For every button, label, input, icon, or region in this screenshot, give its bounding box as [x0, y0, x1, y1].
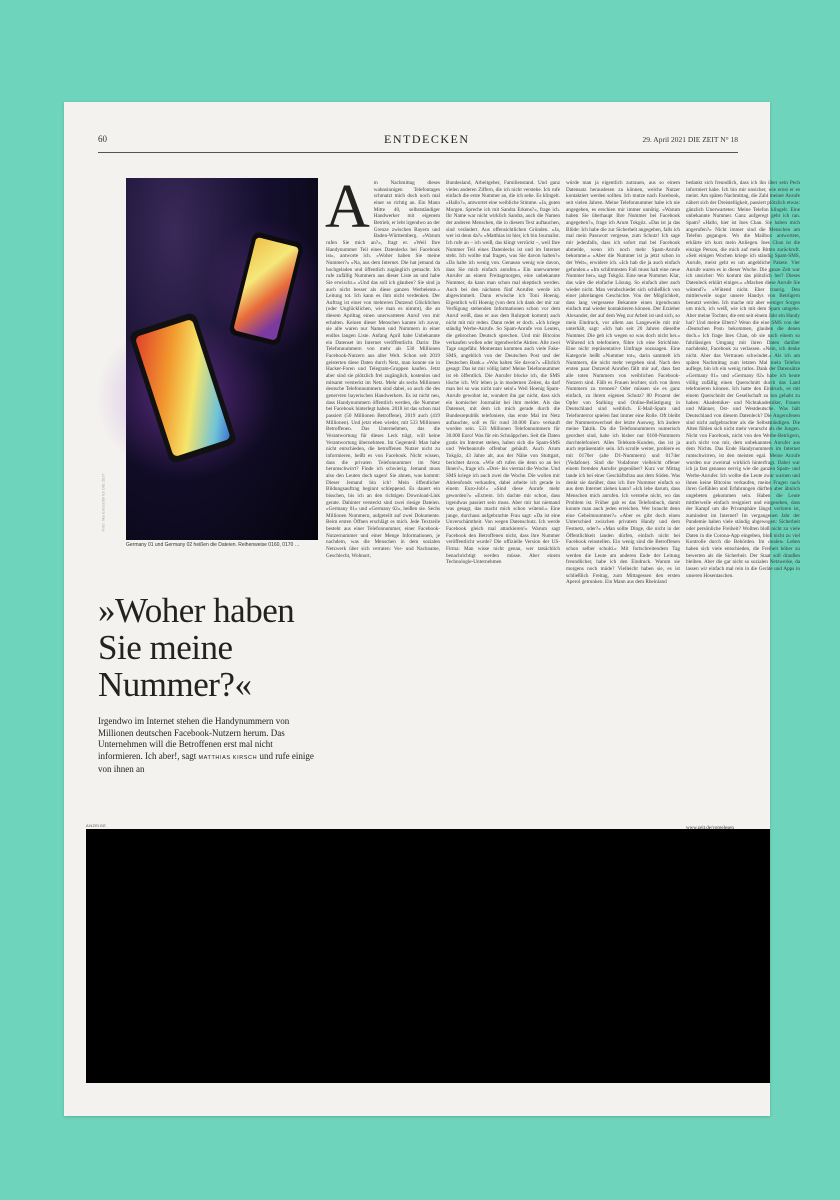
section-title: ENTDECKEN	[384, 132, 470, 146]
article-column-1	[325, 173, 440, 820]
teaser-text: Irgendwo im Internet stehen die Handynummern von Millionen deutschen Facebook-Nutzern herum. Das Unternehmen will die Betroffenen erst mal nicht informieren. Ich aber!, sagt	[98, 716, 290, 761]
page-header	[98, 132, 738, 153]
teaser-end: und rufe einige von ihnen an	[98, 750, 314, 774]
page-number: 60	[98, 134, 107, 144]
article-column-2: Bundesland, Arbeitgeber, Familienstand. Und ganz vielen anderen Ziffern, die ich nicht verstehe. Ich rufe einfach die erste Nummer an, die ich sehe. Es klingelt. »Hallo?«, antwortet eine weibliche Stimme. »Ja, guten Morgen. Spreche ich mit Sandra Erkens?«, frage ich. Ihr Name war nicht wirklich Sandra, auch die Namen der anderen Menschen, die in diesem Text auftauchen, sind verändert. Aus offensichtlichen Gründen. »Ja, wer ist denn da?« »Matthias ist hier, ich bin Journalist. Ich rufe an – ich weiß, das klingt verrückt –, weil Ihre Nummer Teil eines Datenlecks ist und im Internet steht. Ich wollte mal fragen, was Sie davon halten?« »Da halte ich wenig von. Genauso wenig wie davon, dass Sie mich einfach anrufen.« Ein unerwarteter Anrufer an einem Freitagmorgen, eine unbekannte Nummer, da kann man schon mal skeptisch werden. Auch bei den nächsten fünf Anrufen werde ich abgewimmelt. Dann erwische ich Toni Hoenig. Eigentlich will Hoenig (von dem ich dank der mir zur Verfügung stehenden Informationen schon vor dem Anruf weiß, dass er aus dem Ruhrpott kommt) auch nicht mit mir reden. Dann redet er doch. »Ich kriege ständig Werbe-Anrufe. So Spam-Anrufe von Leuten, die gebrochen Deutsch sprechen. Und mir Bitcoins verkaufen wollen oder irgendwelche Aktien. Alle zwei Tage ungefähr. Momentan kommen auch viele Fake-SMS, angeblich von der Deutschen Post und der Deutschen Bank.« »Was halten Sie davon?« »Ehrlich gesagt: Das ist mir völlig latte! Meine Telefonnummer ist eh öffentlich. Die Anrufer blocke ich, die SMS lösche ich. Wir leben ja in modernen Zeiten, da darf man bei so was nicht naiv sein!« Weil Hoenig Spam-Anrufe gewohnt ist, wundert ihn gar nicht, dass sich ein komischer Journalist bei ihm meldet. Als das Datenset, mit dem ich mich gerade durch die Bundesrepublik telefoniere, das erste Mal im Netz auftauchte, soll es für rund 30.000 Euro verkauft worden sein. 533 Millionen Telefonnummern für 30.000 Euro! Was für ein Schnäppchen. Seit die Daten gratis im Internet stehen, haben sich die Spam-SMS und Werbeanrufe offenbar gehäuft. Auch Arum Tokgöz, 43 Jahre alt, aus der Nähe von Stuttgart, berichtet davon. »Wie oft rufen die denn so an bei Ihnen?«, frage ich. »Drei- bis viermal die Woche. Und SMS kriege ich auch zwei die Woche. Die wollen mir Aktienfonds verkaufen, dabei arbeite ich gerade in einem Euro-Job!« »Sind diese Anrufe mehr geworden?« »Extrem. Ich dachte mir schon, dass irgendwas passiert sein muss. Aber mir hat niemand was gesagt, das macht mich schon wütend.« Eine junge, durchaus aufgebrachte Frau sagt: »Da ist eine Unverschämtheit. Von wegen Datenschutz. Ich werde Facebook gleich mal attackieren!« Warum sagt Facebook den Betroffenen nicht, dass ihre Nummer veröffentlicht wurde? Die offizielle Version der US-Firma: Man wisse nicht genau, wer tatsächlich benachrichtigt werden müsse. Aber einem Technologie-Unternehmen	[446, 180, 560, 566]
smartphones-illustration	[126, 178, 318, 540]
column-1-text: m Nachmittag dieses wahnsinnigen Telefontages schmatzt mich doch noch mal einer so richtig an. Ein Mann Mitte 40, selbstständiger Handwerker mit eigenem Betrieb, er lebt irgendwo an der Grenze zwischen Bayern und Baden-Württemberg. »Warum rufen Sie mich an?«, fragt er. »Weil Ihre Handynummer Teil eines Datenlecks bei Facebook ist«, antworte ich. »Woher haben Sie meine Nummer?« »Na, aus dem Internet. Die hat jemand da hochgeladen und öffentlich zugänglich gemacht. Ich rufe zufällig Nummern aus dieser Liste an und habe Sie erwischt.« »Und das soll ich glauben? Sie sind ja auch nicht besser als diese ganzen Werbeleute.« Leitung tot. Ich kann es ihm nicht verdenken. Der Auftrag ist einer von mehreren Dutzend Glücklichen (oder Unglücklichen, wie man es nimmt), die an diesem Apriltag einen unerwarteten Anruf von mir erhalten. Keinen dieser Menschen kannte ich zuvor, sie alle waren nur Namen und Nummern in einer endlos langen Liste. Anfang April habe Unbekannte ein Datenset im Internet veröffentlicht. Darin: Die Telefonnummern von mehr als 530 Millionen Facebook-Nutzern aus aller Welt. Schon seit 2019 geisterten diese Daten durch Netz, man konnte sie in Hacker-Foren und Telegram-Gruppen kaufen. Jetzt aber sind sie plötzlich frei zugänglich, kostenlos und mitsamt versteckt im Netz. Mehr als sechs Millionen deutsche Telefonnummern sind dabei, so auch die des genervten bayerischen Handwerkers. Es ist nicht neu, dass Handynummern öffentlich werden, die Nummer bei Facebook hinterlegt haben. 2018 ist das schon mal passiert (50 Millionen Betroffene), 2019 auch (419 Millionen). Und jetzt eben wieder, mit 533 Millionen Betroffenen. Das Unternehmen, das die Verantwortung für dieses Leck trägt, will keine Verantwortung übernehmen. Im Gegenteil: Man habe nicht entschieden, die betroffenen Nutzer nicht zu informieren, heißt es von Facebook. Nicht wissen, dass die privaten Telefonnummer im Netz herumschwirrt? Finde ich schwierig. Jemand muss also den Leuten doch sagen! Sie ahnen, was kommt: Dieser Jemand bin ich! Mein öffentlicher Bildungsauftrag beginnt schleppend. Es dauert ein bisschen, bis ich an den richtigen Download-Link gerate. Dahinter versteckt sind zwei riesige Dateien. »Germany 01« und »Germany 02«, heißen sie. Sechs Millionen Nummern, aufgeteilt auf zwei Dokumente. Beim ersten Öffnen erschlägt es mich. Jede Textzeile besteht aus einer Telefonnummer, einer Facebook-Nutzernummer und einer Menge Informationen, je nachdem, was die Menschen in dem sozialen Netzwerk über sich verraten: Vor- und Nachname, Geschlecht, Wohnort,	[326, 180, 440, 559]
photo-credit: Foto: Ilka Ernsdottir für DIE ZEIT	[100, 473, 106, 532]
dropcap: A	[325, 173, 370, 241]
article-column-3: würde man ja eigentlich zutrauen, aus so einem Datensatz herauslesen zu können, welche Nutzer kontaktiert werden sollten. Ich mutze nach Facebook, seit vielen Jahren. Meine Telefonnummer habe ich nie angegeben, es erschien mir immer unnötig. »Warum haben Sie überhaupt Ihre Nummer bei Facebook angegeben?«, frage ich Arum Tokgöz. »Das ist ja das Blöde: Ich habe die zur Sicherheit angegeben, falls ich mal mein Passwort vergesse, zum Schutz! Ich sage mir jedenfalls, dass ich sofort mal bei Facebook abmelde, wenn ich noch mehr Spam-Anrufe bekomme.« »Aber die Nummer ist ja jetzt schon in der Welt«, erwidere ich. »Ich hab die ja auch einfach gefunden.« »Im schlimmsten Fall muss halt eine neue Nummer her«, sagt Tokgöz. Eine neue Nummer. Klar, das wäre die einfache Lösung. So einfach aber auch wieder nicht. Man verabschiedet sich schließlich von einer jahrelangen Geschichte. Von der Möglichkeit, dass lang vergessene Bekannte einen irgendwann einfach mal wieder kontaktieren können. Der Erzieher Alexander, der auf dem Weg zur Arbeit ist und sich, so mein Eindruck, vor allem aus Langeweile mit mir unterhält, sagt: »Ich hab seit 20 Jahren dieselbe Nummer. Die geb ich wegen so was doch nicht her.« Während ich telefoniere, führe ich eine Strichliste. Eine nicht repräsentative Umfrage sozusagen. Eine Kategorie heißt »Nummer tot«, darin sammelt ich Nummern, die nicht mehr vergeben sind. Nach den ersten paar Dutzend Anrufen fällt mir auf, dass fast alle toten Nummern von weiblichen Facebook-Nutzern sind. Fällt es Frauen leichter, sich von ihren Nummern zu trennen? Oder müssen sie es ganz einfach, zu ihrem eigenen Schutz? 80 Prozent der Opfer von Stalking und Online-Belästigung in Deutschland sind weiblich. E-Mail-Spam und Telefonterror spielen fast immer eine Rolle. Oft bleibt der Nummernwechsel der letzte Ausweg. Ich ändere meine Taktik. Da die Telefonnummern numerisch geordnet sind, habe ich bisher nur 0160-Nummern durchtelefoniert. Alles Telekom-Kunden, das ist ja auch repräsentativ sein. Ich scrolle weiter, probiere es mit 0170er (alte D1-Nummern) und 0174er (Vodafone). Sind die Vodafoner vielleicht offener einem fremden Anrufer gegenüber? Kurz vor Mittag lande ich bei einer Geschäftsfrau aus dem Süden. Was denkt sie darüber, dass ich ihre Nummer einfach so aus dem Internet ziehen kann? »Ich lebe darum, dass Menschen mich anrufen. Ich verstehe nicht, wo das Problem ist. Früher gab es das Telefonbuch, damit konnte man auch jeden erreichen. Wer braucht denn eine Geheimnummer?« »Aber es gibt doch einen Unterschied zwischen privatem Handy und dem Festnetz, oder?« »Man sollte Dinge, die nicht in der Öffentlichkeit landen dürfen, einfach nicht bei Facebook reinstellen. Ein wenig sind die Betroffenen schon selber schuld.« Mit fortschreitendem Tag werden die Leute am anderen Ende der Leitung freundlicher, habe ich den Eindruck. Warum sie morgens noch müde? Vielleicht haben sie, es ist schließlich Freitag, zum Mittagessen den ersten Aperol getrunken. Ein Mann aus dem Rheinland	[566, 180, 680, 586]
photo-caption: Germany 01 und Germany 02 heißen die Dateien. Reihenweise 0160, 0170 …	[126, 542, 300, 548]
ad-label: ANZEIGE	[86, 823, 107, 828]
article-teaser	[98, 716, 316, 776]
article-photo	[100, 178, 318, 540]
author-name: MATTHIAS KIRSCH	[198, 754, 258, 761]
article-headline: »Woher haben Sie meine Nummer?«	[98, 591, 295, 704]
advertisement-block	[86, 829, 770, 1083]
newspaper-page	[64, 102, 800, 1116]
issue-date: 29. April 2021 DIE ZEIT N° 18	[642, 135, 738, 144]
article-column-4: bedankt sich freundlich, dass ich ihn über sein Pech informiert habe. Ich bin mir unsicher, wie ernst er es meint. Am späten Nachmittag, die Zahl meiner Anrufe nähert sich der Dreistelligkeit, passiert plötzlich etwas: gänzlich Unerwartetes: Meine Telefon klingelt. Eine unbekannte Nummer. Ganz aufgeregt geht ich ran. Spam? »Hallo, hier ist Ines Chan. Sie haben mich angerufen?« Nicht immer sind die Menschen am Telefon gegangen. Wo die Mailbox antwortete, erklärte ich kurz mein Anliegen. Ines Chan ist die einzige Person, die mich auf mein Bitten zurückruft. »Seit einigen Wochen kriege ich ständig Spam-SMS, Anrufe, meist geht es um angebliche Pakete. Vier Anrufe waren es in dieser Woche. Die ganze Zeit war ich unsicher: Wo kommt das plötzlich her? Dieses Datenleck erklärt einiges.« »Machen diese Anrufe Sie wütend?« »Wütend nicht. Eher traurig. Den mittlerweile sogar unsere Handys von Betrügern benutzt werden. Ich mache mir aber weniger Sorgen um mich, ich weiß, wie ich mit dem Spam umgehe. Aber meine Tochter, die erst seit einem Jahr ein Handy hat? Und meine Eltern? Wenn die eine SMS von der ›Deutschen Post‹ bekommen, glauben die denen doch.« Ich frage Ines Chan, ob sie nach einem so fahrlässigen Umgang mit ihren Daten darüber nachdenkt, Facebook zu verlassen. »Nein, ich denke nicht. Aber das Vertrauen schwindet.« Als ich am späten Nachmittag zum letzten Mal mein Telefon auflege, bin ich ein wenig ratlos. Dank der Datensätze »Germany 01« und »Germany 02« habe ich heute völlig zufällig einen Querschnitt durch das Land telefonieren können. Ich hatte den Eindruck, es mit einem Querschnitt der Gesellschaft zu tun gehabt zu haben: Akademiker- und Nichtakademiker, Frauen und Männer, Ost- und Westdeutsche. Was hält Deutschland von diesem Datenleck? Die Angerufenen sind nicht aufgebrachter als die Selbstständigen. Die Alten fühlen sich nicht mehr verarscht als die Jungen. Nicht von Facebook, nicht von den Werbe-Betrügern, auch nicht von mir, dem unbekannten Anrufer aus dem Nichts. Das Ende Handynummern im Internet rumschwirren, ist den meisten egal. Meine Anrufe wurden nur zweimal wirklich hinterfragt. Dabei war ich ja fast genauso nervig wie die ganzen Spam- und Werbe-Anrufer. Ich wollte die Leute zwar warnen und ihnen keine Bitcoins verkaufen, meine Fragen nach ihren Gefühlen und Erfahrungen dürften aber ähnlich ungebeten gekommen sein. Haben die Leute mittlerweile einfach resigniert und eingesehen, dass der Kampf um die Privatsphäre längst verloren ist, zumindest im Internet? Im vergangenen Jahr der Pandemie haben viele ständig abgewogen: Sicherheit oder persönliche Freiheit? Wollten bloß nicht zu viele Daten in die Corona-App eingeben, bloß nicht zu viel Kontrolle durch die Behörden. Im ›realen‹ Leben haben sich viele entschieden, die Freiheit höher zu bewerten als die Sicherheit. Der Staat soll draußen bleiben. Aber die gar nicht so sozialen Netzwerke, da lassen wir einfach mal rein in die Geräte und Apps in unseren Hosentaschen.	[686, 180, 800, 579]
